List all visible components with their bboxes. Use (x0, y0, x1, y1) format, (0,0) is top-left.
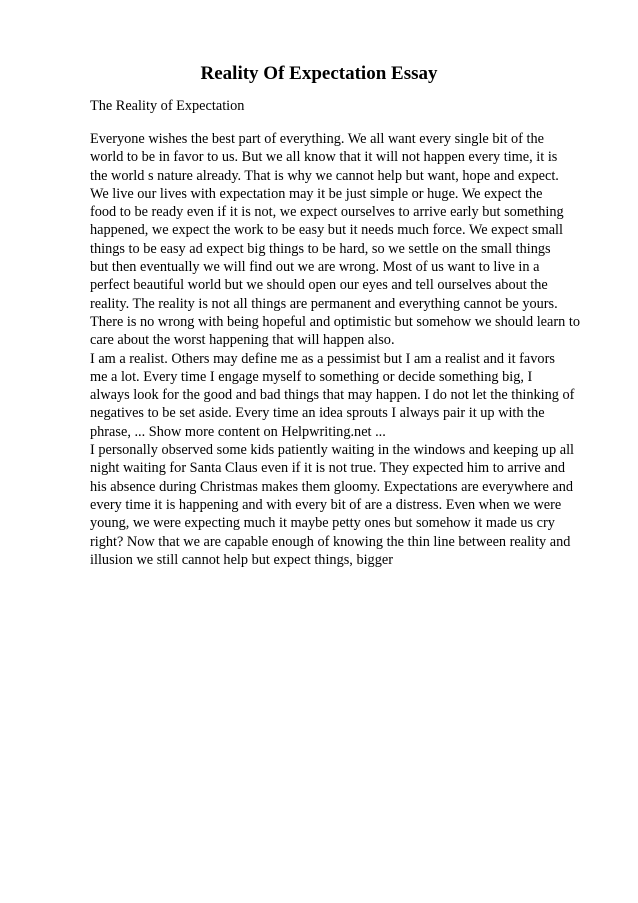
essay-line: young, we were expecting much it maybe petty ones but somehow it made us cry (90, 515, 555, 532)
essay-line: world to be in favor to us. But we all know that it will not happen every time, it is (90, 149, 558, 166)
document-title: Reality Of Expectation Essay (200, 63, 438, 84)
essay-line: Everyone wishes the best part of everything. We all want every single bit of the (90, 131, 544, 147)
essay-line: his absence during Christmas makes them gloomy. Expectations are everywhere and (90, 478, 574, 495)
essay-line: phrase, ... Show more content on Helpwriting.net ... (90, 423, 386, 440)
essay-line: We live our lives with expectation may it be just simple or huge. We expect the (90, 185, 543, 202)
essay-line: food to be ready even if it is not, we expect ourselves to arrive early but something (90, 204, 564, 221)
essay-line: There is no wrong with being hopeful and optimistic but somehow we should learn to (90, 313, 580, 330)
essay-line: things to be easy ad expect big things to be hard, so we settle on the small things (90, 240, 551, 257)
essay-line: illusion we still cannot help but expect things, bigger (90, 551, 393, 568)
essay-line: right? Now that we are capable enough of knowing the thin line between reality and (90, 533, 571, 550)
essay-line: the world s nature already. That is why we cannot help but want, hope and expect. (90, 167, 559, 184)
essay-line: care about the worst happening that will happen also. (90, 332, 395, 349)
essay-line: perfect beautiful world but we should open our eyes and tell ourselves about the (90, 277, 548, 294)
essay-line: I personally observed some kids patiently waiting in the windows and keeping up all (90, 442, 575, 459)
essay-body (90, 130, 600, 569)
document-subtitle: The Reality of Expectation (90, 98, 245, 114)
essay-line: me a lot. Every time I engage myself to something or decide something big, I (90, 368, 533, 385)
essay-line: always look for the good and bad things that may happen. I do not let the thinking of (90, 387, 575, 404)
essay-line: negatives to be set aside. Every time an idea sprouts I always pair it up with the (90, 405, 545, 422)
essay-line: I am a realist. Others may define me as a pessimist but I am a realist and it favors (90, 350, 555, 367)
essay-line: every time it is happening and with every bit of are a distress. Even when we were (90, 496, 562, 513)
essay-line: night waiting for Santa Claus even if it is not true. They expected him to arrive and (90, 460, 565, 477)
essay-line: happened, we expect the work to be easy but it needs much force. We expect small (90, 222, 563, 239)
essay-line: but then eventually we will find out we are wrong. Most of us want to live in a (90, 259, 540, 276)
essay-line: reality. The reality is not all things are permanent and everything cannot be yours. (90, 295, 558, 312)
